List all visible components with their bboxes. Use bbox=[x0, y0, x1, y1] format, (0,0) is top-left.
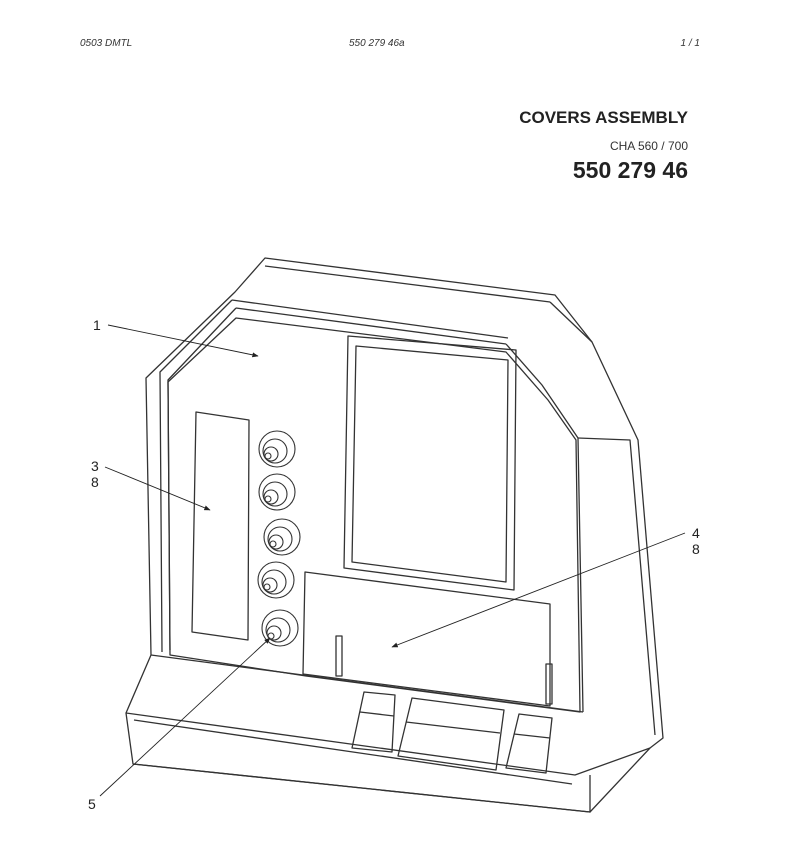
base-opening-right bbox=[506, 714, 552, 773]
housing-outer-outline bbox=[126, 258, 663, 812]
base-tray-top bbox=[151, 655, 583, 712]
housing-left-chamfer bbox=[160, 300, 232, 652]
front-panel-outline bbox=[168, 318, 580, 712]
drawing-title: COVERS ASSEMBLY bbox=[519, 108, 688, 127]
housing-right-chamfer bbox=[506, 344, 583, 712]
housing-top-inner-edge bbox=[232, 300, 508, 338]
display-window-inner bbox=[352, 346, 508, 582]
connector-3 bbox=[264, 519, 300, 555]
base-opening-right-divider bbox=[514, 734, 550, 738]
base-tray-inner-edge bbox=[134, 720, 572, 784]
housing-left-inner-chamfer bbox=[168, 308, 236, 650]
part-number: 550 279 46 bbox=[572, 157, 688, 183]
base-opening-left-divider bbox=[360, 712, 394, 716]
lower-panel-slot-left bbox=[336, 636, 342, 676]
housing-top-edge bbox=[265, 266, 550, 302]
connector-2 bbox=[259, 474, 295, 510]
housing-top-rim bbox=[236, 308, 506, 344]
callout-3-label-top: 3 bbox=[91, 458, 99, 474]
callout-4-label-top: 4 bbox=[692, 525, 700, 541]
callout-5-label: 5 bbox=[88, 796, 96, 812]
header-document-id: 550 279 46a bbox=[349, 38, 405, 49]
callout-1-label: 1 bbox=[93, 317, 101, 333]
drawing-subtitle: CHA 560 / 700 bbox=[609, 139, 688, 153]
housing-right-side-edge bbox=[550, 302, 592, 342]
callout-5-leader bbox=[100, 638, 270, 796]
connector-4 bbox=[258, 562, 294, 598]
lower-front-panel bbox=[303, 572, 550, 706]
header-left-code: 0503 DMTL bbox=[80, 38, 133, 49]
base-opening-left bbox=[352, 692, 395, 752]
callout-4-leader bbox=[392, 533, 685, 647]
base-opening-center-divider bbox=[406, 722, 500, 733]
callout-3-label-bottom: 8 bbox=[91, 474, 99, 490]
callout-1-leader bbox=[108, 325, 258, 356]
connector-1 bbox=[259, 431, 295, 467]
callout-4-label-bottom: 8 bbox=[692, 541, 700, 557]
rating-plate bbox=[192, 412, 249, 640]
lower-panel-slot-right bbox=[546, 664, 552, 704]
display-window-outer bbox=[344, 336, 516, 590]
base-opening-center bbox=[398, 698, 504, 770]
base-tray-lower-edge bbox=[133, 764, 590, 812]
housing-right-back-edge bbox=[578, 438, 655, 735]
base-tray-front bbox=[126, 713, 650, 775]
header-page-number: 1 / 1 bbox=[680, 38, 700, 49]
